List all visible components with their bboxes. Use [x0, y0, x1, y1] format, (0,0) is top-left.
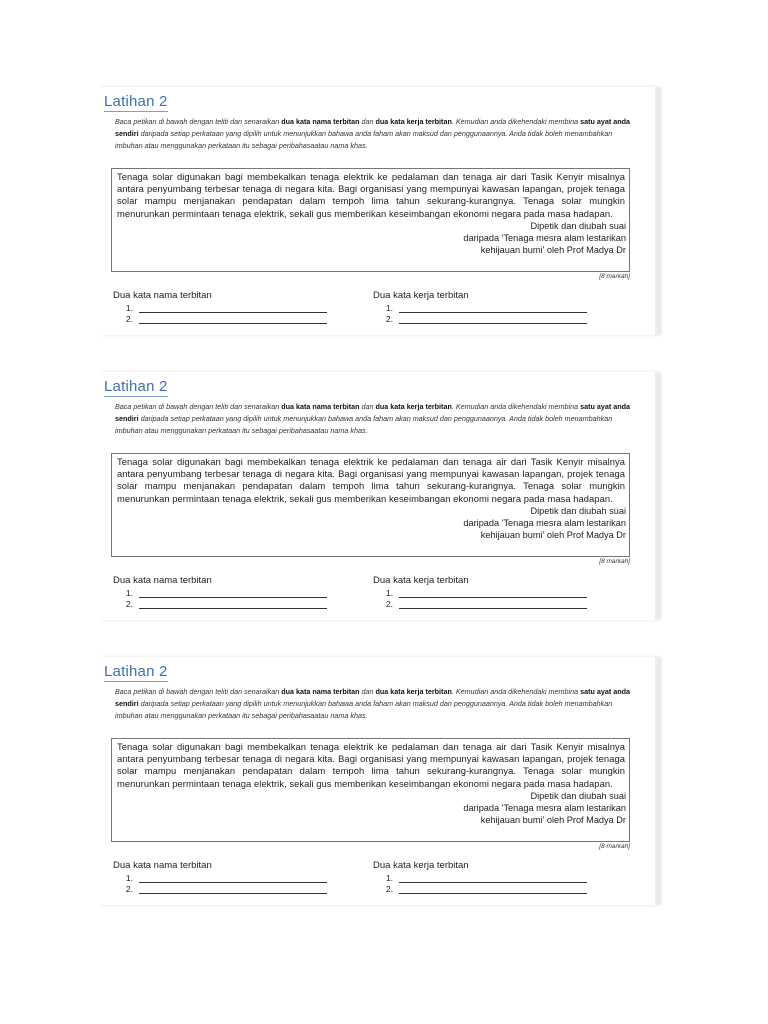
answer-line[interactable] [139, 591, 327, 598]
passage-text: Tenaga solar digunakan bagi membekalkan tenaga elektrik ke pedalaman dan tenaga air dari Tasik Kenyir misalnya antara penyumbang terbesar tenaga di negara kita. Bagi organisasi yang mempunyai kawasan lapangan, projek tenaga solar mampu menjanakan pendapatan dalam tempoh lima tahun sekurang-kurangnya. Tenaga solar mungkin menurunkan permintaan tenaga elektrik, sekali gus memberikan keseimbangan ekonomi negara pada masa hadapan. [117, 171, 625, 219]
verb-section-title: Dua kata kerja terbitan [373, 290, 469, 301]
instructions: Baca petikan di bawah dengan teliti dan senaraikan dua kata nama terbitan dan dua kata kerja terbitan. Kemudian anda dikehendaki membina satu ayat anda sendiri daripada setiap perkataan yang dipilih untuk menunjukkan bahawa anda faham akan maksud dan penggunaannya. Anda tidak boleh menambahkan imbuhan atau menggunakan perkataan itu sebagai peribahasaatau nama khas. [115, 117, 631, 150]
answer-line[interactable] [139, 317, 327, 324]
verb-section-title: Dua kata kerja terbitan [373, 575, 469, 586]
source-line-1: Dipetik dan diubah suai [530, 790, 626, 801]
source-line-3: kehijauan bumi' oleh Prof Madya Dr [480, 530, 626, 541]
answer-line[interactable] [399, 317, 587, 324]
answer-line[interactable] [399, 306, 587, 313]
exercise-card-1 [95, 87, 655, 335]
answer-line[interactable] [399, 602, 587, 609]
answer-row: 1. [113, 303, 343, 313]
source-line-1: Dipetik dan diubah suai [530, 505, 626, 516]
answer-line[interactable] [139, 887, 327, 894]
passage-box [111, 453, 630, 557]
answer-line[interactable] [399, 876, 587, 883]
marks-label: [8 markah] [599, 843, 630, 850]
answer-row: 1. [373, 873, 603, 883]
source-line-2: daripada 'Tenaga mesra alam lestarikan [463, 518, 626, 529]
verb-section-title: Dua kata kerja terbitan [373, 860, 469, 871]
noun-answer-section [113, 290, 343, 324]
answer-row: 2. [373, 314, 603, 324]
answer-line[interactable] [139, 306, 327, 313]
noun-section-title: Dua kata nama terbitan [113, 860, 212, 871]
answer-line[interactable] [139, 876, 327, 883]
answer-row: 1. [373, 303, 603, 313]
passage-text: Tenaga solar digunakan bagi membekalkan tenaga elektrik ke pedalaman dan tenaga air dari Tasik Kenyir misalnya antara penyumbang terbesar tenaga di negara kita. Bagi organisasi yang mempunyai kawasan lapangan, projek tenaga solar mampu menjanakan pendapatan dalam tempoh lima tahun sekurang-kurangnya. Tenaga solar mungkin menurunkan permintaan tenaga elektrik, sekali gus memberikan keseimbangan ekonomi negara pada masa hadapan. [117, 456, 625, 504]
answer-row: 2. [373, 599, 603, 609]
source-line-1: Dipetik dan diubah suai [530, 220, 626, 231]
answer-row: 2. [373, 884, 603, 894]
passage-box [111, 738, 630, 842]
source-line-2: daripada 'Tenaga mesra alam lestarikan [463, 233, 626, 244]
answer-line[interactable] [399, 591, 587, 598]
answer-line[interactable] [399, 887, 587, 894]
instructions: Baca petikan di bawah dengan teliti dan senaraikan dua kata nama terbitan dan dua kata kerja terbitan. Kemudian anda dikehendaki membina satu ayat anda sendiri daripada setiap perkataan yang dipilih untuk menunjukkan bahawa anda faham akan maksud dan penggunaannya. Anda tidak boleh menambahkan imbuhan atau menggunakan perkataan itu sebagai peribahasaatau nama khas. [115, 402, 631, 435]
verb-answer-section [373, 860, 603, 894]
source-line-3: kehijauan bumi' oleh Prof Madya Dr [480, 245, 626, 256]
noun-answer-section [113, 575, 343, 609]
noun-section-title: Dua kata nama terbitan [113, 575, 212, 586]
exercise-title: Latihan 2 [104, 663, 168, 680]
noun-section-title: Dua kata nama terbitan [113, 290, 212, 301]
marks-label: [8 markah] [599, 558, 630, 565]
exercise-title: Latihan 2 [104, 93, 168, 110]
marks-label: [8 markah] [599, 273, 630, 280]
exercise-card-2 [95, 372, 655, 620]
source-line-2: daripada 'Tenaga mesra alam lestarikan [463, 803, 626, 814]
answer-row: 2. [113, 884, 343, 894]
exercise-title: Latihan 2 [104, 378, 168, 395]
passage-text: Tenaga solar digunakan bagi membekalkan tenaga elektrik ke pedalaman dan tenaga air dari Tasik Kenyir misalnya antara penyumbang terbesar tenaga di negara kita. Bagi organisasi yang mempunyai kawasan lapangan, projek tenaga solar mampu menjanakan pendapatan dalam tempoh lima tahun sekurang-kurangnya. Tenaga solar mungkin menurunkan permintaan tenaga elektrik, sekali gus memberikan keseimbangan ekonomi negara pada masa hadapan. [117, 741, 625, 789]
instructions: Baca petikan di bawah dengan teliti dan senaraikan dua kata nama terbitan dan dua kata kerja terbitan. Kemudian anda dikehendaki membina satu ayat anda sendiri daripada setiap perkataan yang dipilih untuk menunjukkan bahawa anda faham akan maksud dan penggunaannya. Anda tidak boleh menambahkan imbuhan atau menggunakan perkataan itu sebagai peribahasaatau nama khas. [115, 687, 631, 720]
answer-row: 2. [113, 599, 343, 609]
answer-row: 1. [113, 588, 343, 598]
verb-answer-section [373, 575, 603, 609]
answer-row: 1. [113, 873, 343, 883]
source-line-3: kehijauan bumi' oleh Prof Madya Dr [480, 815, 626, 826]
answer-line[interactable] [139, 602, 327, 609]
noun-answer-section [113, 860, 343, 894]
answer-row: 1. [373, 588, 603, 598]
passage-box [111, 168, 630, 272]
verb-answer-section [373, 290, 603, 324]
answer-row: 2. [113, 314, 343, 324]
exercise-card-3 [95, 657, 655, 905]
